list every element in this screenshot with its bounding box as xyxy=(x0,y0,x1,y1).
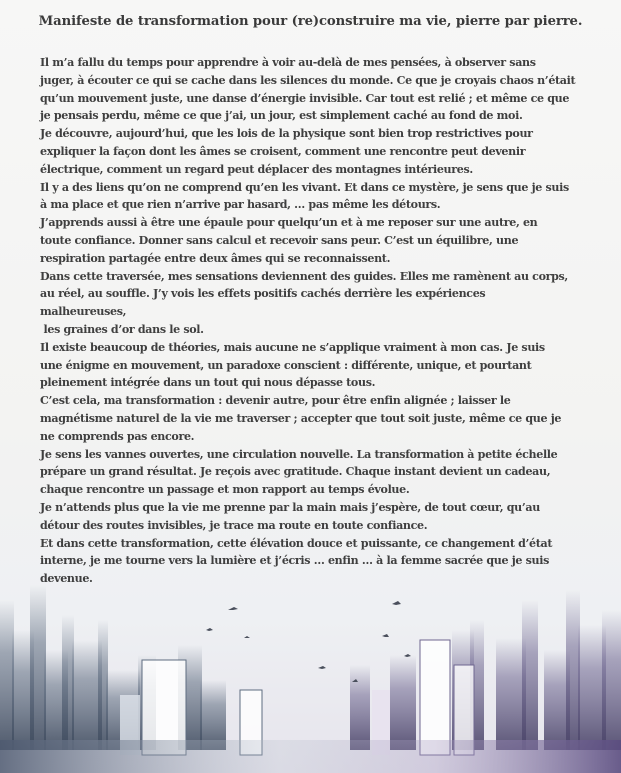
text-line: Je sens les vannes ouvertes, une circulation nouvelle. La transformation à petite échelle xyxy=(40,447,558,461)
text-line: chaque rencontre un passage et mon rapport au temps évolue. xyxy=(40,483,410,497)
text-line: devenue. xyxy=(40,572,93,586)
text-line: Je n’attends plus que la vie me prenne par la main mais j’espère, de tout cœur, qu’au xyxy=(40,500,540,514)
water-reflection xyxy=(0,740,621,773)
text-line: C’est cela, ma transformation : devenir autre, pour être enfin alignée ; laisser le xyxy=(40,394,511,408)
text-line: à ma place et que rien n’arrive par hasard, … pas même les détours. xyxy=(40,198,441,212)
text-line: je pensais perdu, même ce que j’ai, un jour, est simplement caché au fond de moi. xyxy=(40,109,523,123)
text-line: détour des routes invisibles, je trace ma route en toute confiance. xyxy=(40,518,428,532)
text-line: juger, à écouter ce qui se cache dans les silences du monde. Ce que je croyais chaos n’était xyxy=(40,73,576,87)
watercolor-city-illustration xyxy=(0,560,621,773)
text-line: pleinement intégrée dans un tout qui nous dépasse tous. xyxy=(40,376,376,390)
text-line: prépare un grand résultat. Je reçois avec gratitude. Chaque instant devient un cadeau, xyxy=(40,465,551,479)
text-line: qu’un mouvement juste, une danse d’énergie invisible. Car tout est relié ; et même ce que xyxy=(40,91,570,105)
text-line: Dans cette traversée, mes sensations deviennent des guides. Elles me ramènent au corps, xyxy=(40,269,568,283)
text-line: ne comprends pas encore. xyxy=(40,429,195,443)
text-line: malheureuses, xyxy=(40,305,127,319)
text-line: magnétisme naturel de la vie me traverser ; accepter que tout soit juste, même ce que je xyxy=(40,411,562,425)
birds-icon xyxy=(206,601,411,682)
text-line: une énigme en mouvement, un paradoxe conscient : différente, unique, et pourtant xyxy=(40,358,532,372)
text-line: les graines d’or dans le sol. xyxy=(40,322,204,336)
right-skyline xyxy=(350,590,621,750)
document-title: Manifeste de transformation pour (re)construire ma vie, pierre par pierre. xyxy=(38,14,583,29)
text-line: au réel, au souffle. J’y vois les effets positifs cachés derrière les expériences xyxy=(40,287,486,301)
text-line: Il m’a fallu du temps pour apprendre à voir au-delà de mes pensées, à observer sans xyxy=(40,56,536,69)
text-line: interne, je me tourne vers la lumière et j’écris … enfin … à la femme sacrée que je suis xyxy=(40,554,550,568)
text-line: Je découvre, aujourd’hui, que les lois de la physique sont bien trop restrictives pour xyxy=(40,127,533,141)
text-line: Et dans cette transformation, cette élévation douce et puissante, ce changement d’état xyxy=(40,536,553,550)
text-line: expliquer la façon dont les âmes se croisent, comment une rencontre peut devenir xyxy=(40,144,526,158)
text-line: Il y a des liens qu’on ne comprend qu’en les vivant. Et dans ce mystère, je sens que je suis xyxy=(40,180,569,194)
document-body xyxy=(40,54,600,588)
text-line: J’apprends aussi à être une épaule pour quelqu’un et à me reposer sur une autre, en xyxy=(40,216,538,230)
text-line: électrique, comment un regard peut déplacer des montagnes intérieures. xyxy=(40,162,473,176)
text-line: respiration partagée entre deux âmes qui se reconnaissent. xyxy=(40,251,391,265)
left-skyline xyxy=(0,585,226,750)
text-line: Il existe beaucoup de théories, mais aucune ne s’applique vraiment à mon cas. Je suis xyxy=(40,340,545,354)
text-line: toute confiance. Donner sans calcul et recevoir sans peur. C’est un équilibre, une xyxy=(40,233,519,247)
